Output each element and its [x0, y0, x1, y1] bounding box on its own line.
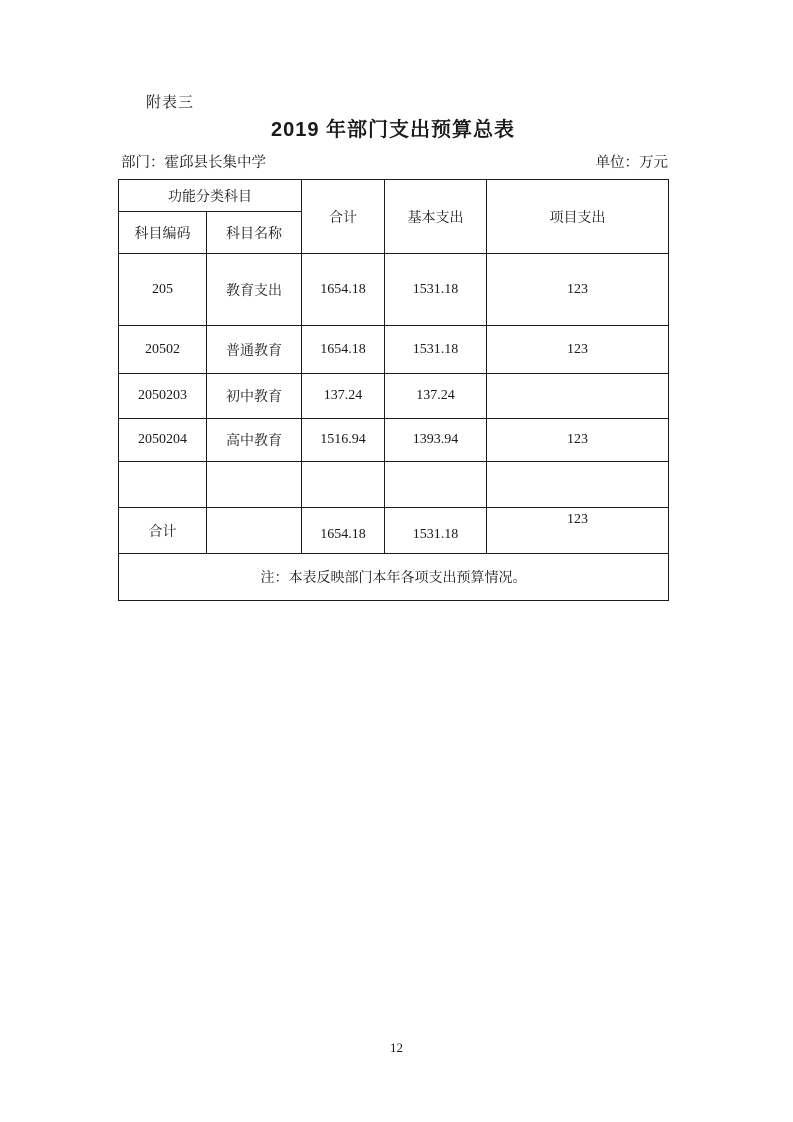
table-row [119, 374, 669, 419]
cell-subject-name: 初中教育 [207, 374, 302, 419]
header-subject-code: 科目编码 [119, 212, 207, 254]
cell-project: 123 [487, 254, 669, 326]
table-row-empty [119, 462, 669, 508]
cell-subject-name: 普通教育 [207, 326, 302, 374]
table-note: 注：本表反映部门本年各项支出预算情况。 [119, 554, 669, 601]
cell-project [487, 374, 669, 419]
cell-subject-name [207, 462, 302, 508]
unit-label: 单位：万元 [595, 155, 668, 171]
table-row [119, 326, 669, 374]
cell-subject-code [119, 462, 207, 508]
cell-subject-code: 合计 [119, 508, 207, 554]
cell-subject-name: 高中教育 [207, 419, 302, 462]
cell-total: 1516.94 [302, 419, 385, 462]
annex-label: 附表三 [146, 95, 195, 111]
header-subject-name: 科目名称 [207, 212, 302, 254]
cell-project [487, 462, 669, 508]
cell-subject-code: 2050203 [119, 374, 207, 419]
cell-subject-name [207, 508, 302, 554]
cell-basic [385, 462, 487, 508]
budget-table [118, 179, 669, 601]
header-row-1 [119, 180, 669, 212]
cell-total: 1654.18 [302, 326, 385, 374]
cell-project: 123 [487, 326, 669, 374]
cell-basic: 1531.18 [385, 254, 487, 326]
table-row-total [119, 508, 669, 554]
header-total: 合计 [302, 180, 385, 254]
header-project-expenditure: 项目支出 [487, 180, 669, 254]
cell-basic: 1531.18 [385, 326, 487, 374]
table-row [119, 254, 669, 326]
cell-basic: 1393.94 [385, 419, 487, 462]
cell-total: 1654.18 [302, 254, 385, 326]
cell-total [302, 462, 385, 508]
department-label: 部门：霍邱县长集中学 [121, 155, 266, 171]
document-title: 2019 年部门支出预算总表 [270, 119, 516, 141]
table-row [119, 419, 669, 462]
cell-project: 123 [487, 419, 669, 462]
cell-basic: 1531.18 [385, 508, 487, 554]
cell-project: 123 [487, 508, 669, 554]
cell-subject-name: 教育支出 [207, 254, 302, 326]
note-row [119, 554, 669, 601]
cell-subject-code: 205 [119, 254, 207, 326]
cell-total: 137.24 [302, 374, 385, 419]
cell-basic: 137.24 [385, 374, 487, 419]
cell-subject-code: 2050204 [119, 419, 207, 462]
cell-total: 1654.18 [302, 508, 385, 554]
meta-row [121, 151, 668, 172]
header-basic-expenditure: 基本支出 [385, 180, 487, 254]
page-number: 12 [390, 1040, 403, 1055]
cell-subject-code: 20502 [119, 326, 207, 374]
header-function-category: 功能分类科目 [119, 180, 302, 212]
